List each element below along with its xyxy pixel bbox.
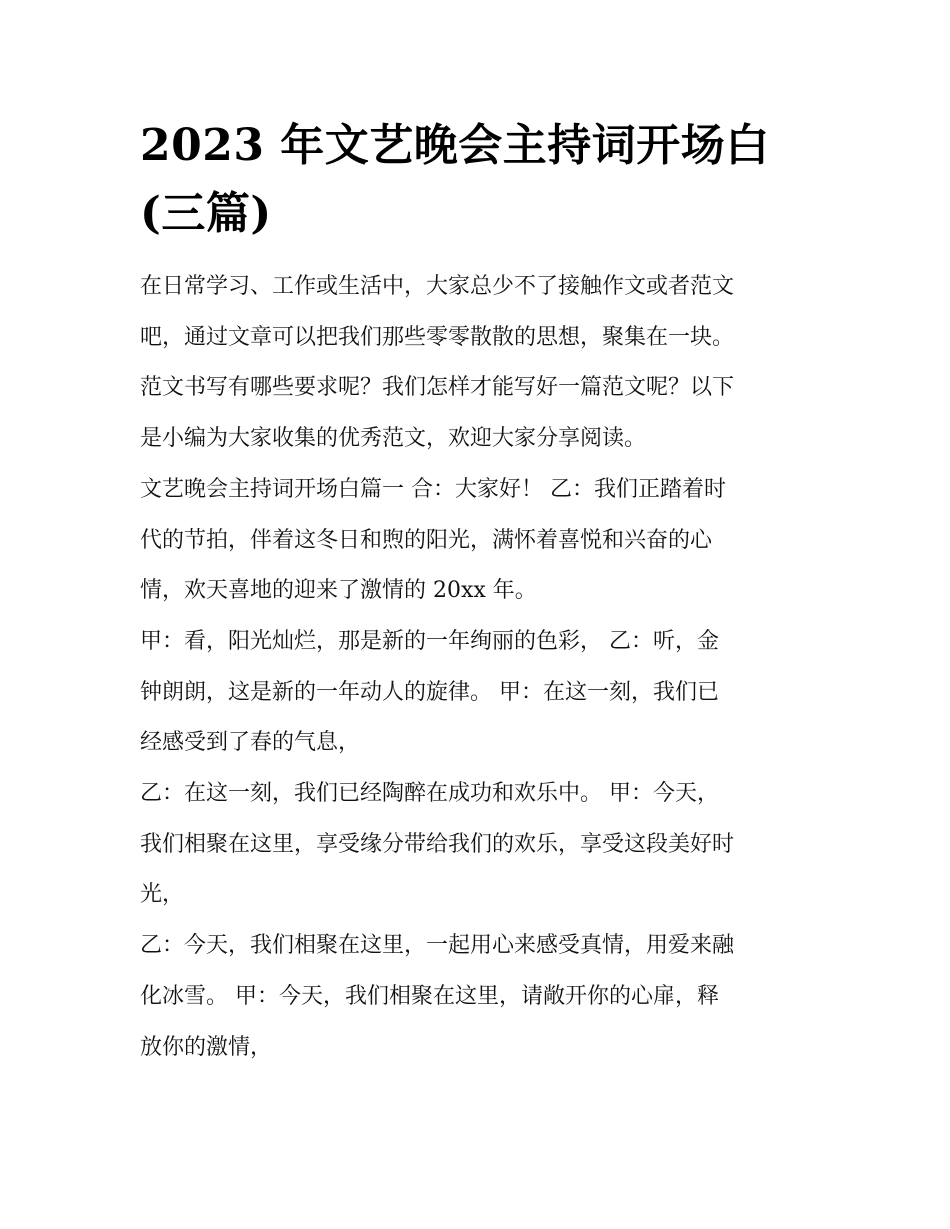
text-line: 化冰雪。 甲：今天，我们相聚在这里，请敞开你的心扉，释 — [140, 983, 719, 1009]
title-line: 2023 年文艺晚会主持词开场白 — [140, 120, 770, 171]
text-line: 乙：今天，我们相聚在这里，一起用心来感受真情，用爱来融 — [140, 933, 735, 959]
title-line: (三篇) — [140, 188, 272, 239]
text-line: 甲：看，阳光灿烂，那是新的一年绚丽的色彩， 乙：听，金 — [140, 628, 719, 654]
text-line: 钟朗朗，这是新的一年动人的旋律。 甲：在这一刻，我们已 — [140, 679, 719, 705]
text-line: 范文书写有哪些要求呢？我们怎样才能写好一篇范文呢？以下 — [140, 375, 735, 401]
paragraph-dialogue — [140, 769, 820, 921]
text-line: 乙：在这一刻，我们已经陶醉在成功和欢乐中。 甲：今天， — [140, 781, 719, 807]
paragraph-dialogue — [140, 921, 820, 1073]
text-line: 我们相聚在这里，享受缘分带给我们的欢乐，享受这段美好时 — [140, 831, 735, 857]
document-content — [140, 112, 820, 1073]
text-line: 光， — [140, 882, 185, 908]
text-line: 情，欢天喜地的迎来了激情的 20xx 年。 — [140, 578, 537, 604]
paragraph-section-one — [140, 465, 820, 617]
paragraph-dialogue — [140, 617, 820, 769]
text-line: 放你的激情， — [140, 1034, 273, 1060]
text-line: 在日常学习、工作或生活中，大家总少不了接触作文或者范文 — [140, 274, 735, 299]
text-line: 经感受到了春的气息， — [140, 730, 361, 756]
text-line: 是小编为大家收集的优秀范文，欢迎大家分享阅读。 — [140, 426, 647, 452]
text-line: 代的节拍，伴着这冬日和煦的阳光，满怀着喜悦和兴奋的心 — [140, 527, 713, 553]
document-body — [140, 262, 820, 1073]
paragraph-intro — [140, 262, 820, 465]
document-title — [140, 112, 820, 248]
text-line: 文艺晚会主持词开场白篇一 合：大家好！ 乙：我们正踏着时 — [140, 476, 726, 502]
text-line: 吧，通过文章可以把我们那些零零散散的思想，聚集在一块。 — [140, 324, 735, 350]
